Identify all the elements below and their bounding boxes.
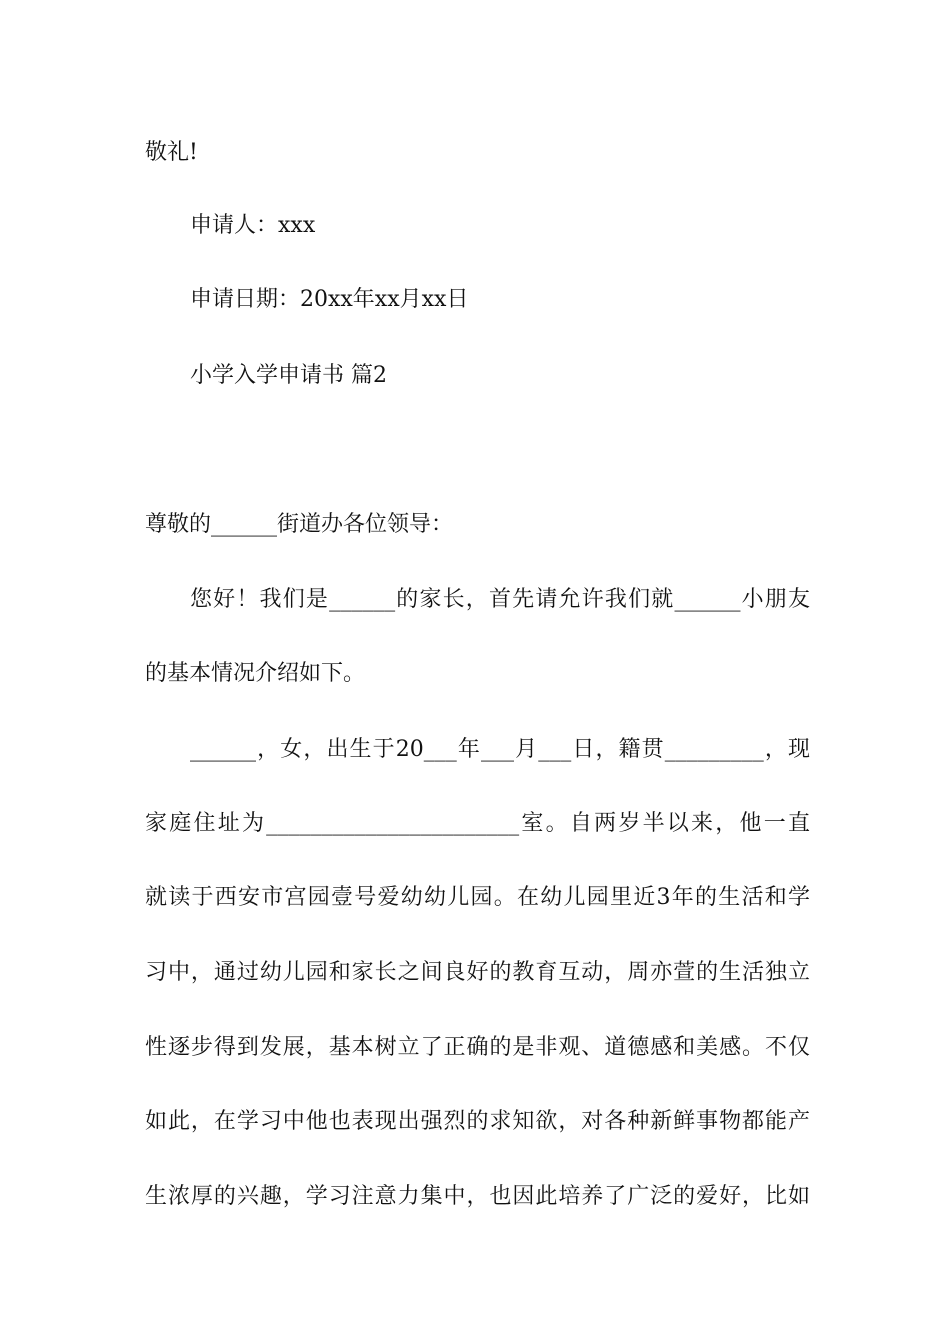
paragraph-line: 生浓厚的兴趣，学习注意力集中，也因此培养了广泛的爱好，比如: [145, 1184, 810, 1209]
paragraph-line: 的基本情况介绍如下。: [145, 661, 366, 686]
paragraph-line: 如此，在学习中他也表现出强烈的求知欲，对各种新鲜事物都能产: [145, 1109, 810, 1134]
closing-salute: 敬礼!: [145, 140, 198, 165]
paragraph-line: 性逐步得到发展，基本树立了正确的是非观、道德感和美感。不仅: [145, 1035, 810, 1060]
letter-greeting: 尊敬的______街道办各位领导：: [145, 512, 454, 537]
paragraph-line: 您好！我们是______的家长，首先请允许我们就______小朋友: [190, 587, 810, 612]
application-date-line: 申请日期：20xx年xx月xx日: [190, 287, 469, 312]
paragraph-line: 就读于西安市宫园壹号爱幼幼儿园。在幼儿园里近3年的生活和学: [145, 885, 810, 910]
applicant-line: 申请人：xxx: [190, 213, 316, 238]
paragraph-line: ______，女，出生于20___年___月___日，籍贯_________，现: [190, 737, 810, 762]
paragraph-line: 家庭住址为_______________________室。自两岁半以来，他一直: [145, 811, 810, 836]
paragraph-line: 习中，通过幼儿园和家长之间良好的教育互动，周亦萱的生活独立: [145, 960, 810, 985]
section-title: 小学入学申请书 篇2: [190, 363, 387, 388]
